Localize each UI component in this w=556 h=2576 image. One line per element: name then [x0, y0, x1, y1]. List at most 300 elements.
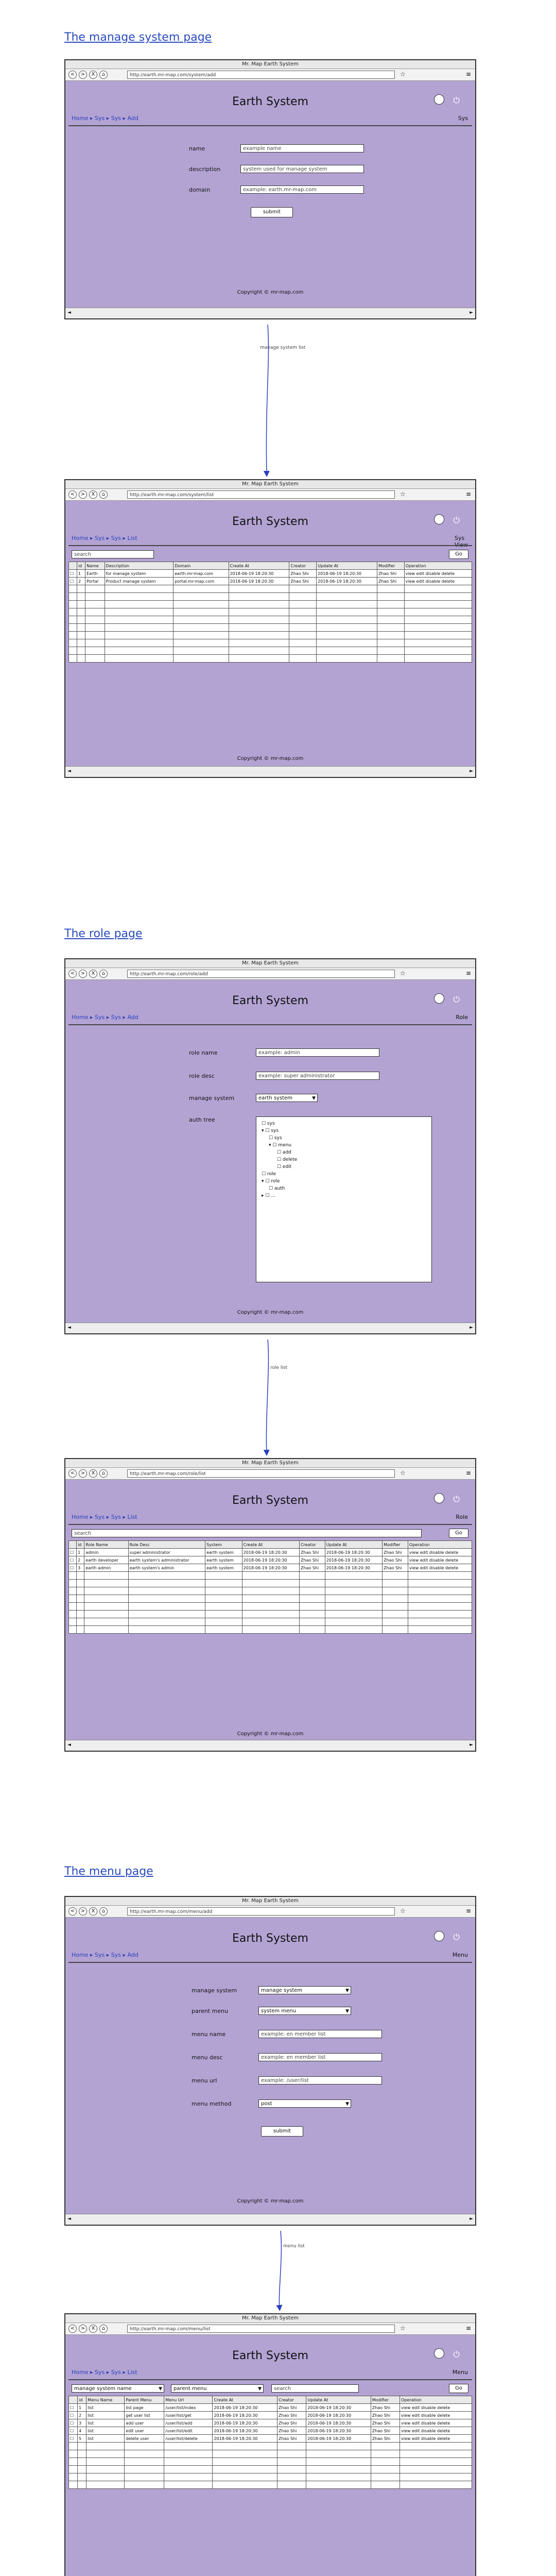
domain-input[interactable]: example: earth.mr-map.com — [240, 185, 364, 194]
column-header[interactable] — [69, 2396, 78, 2404]
table-cell — [205, 1618, 242, 1626]
table-cell — [377, 639, 404, 647]
table-cell: 2018-06-19 18:20:30 — [213, 2412, 277, 2419]
scroll-left-icon[interactable]: ◄ — [67, 1742, 71, 1748]
forward-icon[interactable]: > — [79, 1907, 87, 1916]
table-cell — [404, 593, 472, 601]
table-cell — [299, 1626, 325, 1634]
scrollbar[interactable] — [65, 1740, 475, 1751]
search-input[interactable]: search — [72, 550, 154, 558]
scrollbar[interactable] — [65, 1323, 475, 1333]
table-cell — [404, 601, 472, 608]
scroll-left-icon[interactable]: ◄ — [67, 2216, 71, 2222]
column-header[interactable]: Name — [85, 562, 105, 570]
back-icon[interactable]: < — [68, 2325, 77, 2333]
table-row-empty — [69, 624, 472, 632]
table-cell — [77, 639, 85, 647]
table-cell — [317, 647, 377, 655]
domain-label: domain — [189, 187, 211, 193]
scroll-right-icon[interactable]: ► — [470, 1325, 473, 1330]
browser-toolbar — [65, 968, 475, 980]
table-cell: Zhao Shi — [289, 570, 317, 578]
table-cell: Zhao Shi — [371, 2435, 399, 2443]
row-operations[interactable]: view edit disable delete — [400, 2412, 472, 2419]
search-input[interactable]: search — [72, 1529, 422, 1537]
table-cell — [299, 1572, 325, 1580]
menu-name-label: menu name — [192, 2031, 226, 2038]
table-cell — [404, 616, 472, 624]
menu-desc-label: menu desc — [192, 2054, 223, 2061]
menu-icon[interactable]: ≡ — [465, 490, 471, 498]
row-checkbox[interactable]: ☐ — [69, 1549, 77, 1556]
table-row-empty — [69, 632, 472, 639]
star-icon[interactable]: ☆ — [400, 1469, 406, 1477]
column-header[interactable]: System — [205, 1541, 242, 1549]
search-button[interactable]: Go — [449, 550, 468, 559]
table-cell: list — [86, 2435, 125, 2443]
table-cell — [173, 624, 229, 632]
table-cell — [85, 624, 105, 632]
table-cell: 2018-06-19 18:20:30 — [213, 2435, 277, 2443]
breadcrumb[interactable]: Home ▸ Sys ▸ Sys ▸ List — [72, 1514, 137, 1520]
browser-toolbar — [65, 1906, 475, 1918]
menu-icon[interactable]: ≡ — [465, 2325, 471, 2332]
table-cell — [77, 601, 85, 608]
table-cell — [289, 632, 317, 639]
column-header[interactable] — [69, 1541, 77, 1549]
tree-node[interactable]: ☐ auth — [269, 1186, 285, 1191]
url-bar[interactable]: http://earth.mr-map.com/system/list — [127, 490, 395, 499]
table-cell — [317, 655, 377, 663]
name-input[interactable]: example name — [240, 144, 364, 152]
window-system-list — [64, 479, 476, 778]
breadcrumb[interactable]: Home ▸ Sys ▸ Sys ▸ List — [72, 2369, 137, 2376]
back-icon[interactable]: < — [68, 71, 77, 79]
window-system-form — [64, 59, 476, 319]
url-bar[interactable]: http://earth.mr-map.com/role/list — [127, 1469, 395, 1478]
column-header[interactable]: Modifier — [383, 1541, 408, 1549]
column-header[interactable]: Operation — [404, 562, 472, 570]
search-button[interactable]: Go — [449, 1529, 468, 1538]
table-row-empty — [69, 616, 472, 624]
home-icon[interactable]: ⌂ — [99, 1469, 108, 1478]
parent-menu-label: parent menu — [192, 2008, 228, 2014]
table-cell: 1 — [77, 2404, 86, 2412]
table-cell — [69, 593, 77, 601]
row-checkbox[interactable]: ☐ — [69, 2419, 78, 2427]
table-cell: add user — [125, 2419, 164, 2427]
table-cell: earth.mr-map.com — [173, 570, 229, 578]
table-cell: earth system's admin — [128, 1564, 205, 1572]
tree-node[interactable]: ▾ ☐ sys — [262, 1128, 279, 1133]
close-icon[interactable]: X — [89, 71, 97, 79]
submit-button[interactable]: submit — [261, 2126, 303, 2137]
scrollbar[interactable] — [65, 308, 475, 318]
description-input[interactable]: system used for manage system — [240, 165, 364, 173]
table-cell: 2018-06-19 18:20:30 — [213, 2419, 277, 2427]
auth-tree-label: auth tree — [189, 1116, 215, 1123]
table-cell — [164, 2443, 213, 2450]
table-row-empty — [69, 593, 472, 601]
row-checkbox[interactable]: ☐ — [69, 2435, 78, 2443]
column-header[interactable]: Domain — [173, 562, 229, 570]
parent-menu-select[interactable]: system menu ▼ — [258, 2007, 351, 2015]
table-cell — [317, 593, 377, 601]
column-header[interactable]: Creator — [289, 562, 317, 570]
forward-icon[interactable]: > — [79, 71, 87, 79]
table-cell — [69, 1580, 77, 1587]
tree-node[interactable]: ☐ add — [277, 1150, 291, 1155]
table-cell — [77, 1580, 84, 1587]
table-cell — [299, 1618, 325, 1626]
arrow-menu — [279, 2231, 281, 2308]
row-checkbox[interactable]: ☐ — [69, 1556, 77, 1564]
table-cell — [317, 639, 377, 647]
tree-node[interactable]: ▾ ☐ menu — [269, 1143, 292, 1148]
table-cell — [173, 608, 229, 616]
table-cell — [408, 1595, 472, 1603]
user-icon[interactable] — [434, 993, 444, 1004]
row-checkbox[interactable]: ☐ — [69, 570, 77, 578]
column-header[interactable]: Description — [105, 562, 173, 570]
window-menu-form — [64, 1896, 476, 2226]
table-cell — [77, 1618, 84, 1626]
column-header[interactable]: Menu Name — [86, 2396, 125, 2404]
column-header[interactable]: Creator — [299, 1541, 325, 1549]
table-cell — [383, 1595, 408, 1603]
row-operations[interactable]: view edit disable delete — [408, 1556, 472, 1564]
table-cell — [69, 2481, 78, 2489]
table-cell — [325, 1580, 382, 1587]
filter-manage-system-select[interactable]: manage system name ▼ — [72, 2384, 164, 2393]
column-header[interactable]: Create At — [242, 1541, 299, 1549]
table-cell — [242, 1626, 299, 1634]
close-icon[interactable]: X — [89, 490, 97, 499]
table-cell — [213, 2443, 277, 2450]
table-cell — [317, 632, 377, 639]
table-row[interactable] — [69, 578, 472, 585]
close-icon[interactable]: X — [89, 2325, 97, 2333]
column-header[interactable]: id — [77, 562, 85, 570]
back-icon[interactable]: < — [68, 1469, 77, 1478]
row-checkbox[interactable]: ☐ — [69, 2404, 78, 2412]
table-cell: Zhao Shi — [383, 1564, 408, 1572]
home-icon[interactable]: ⌂ — [99, 490, 108, 499]
column-header[interactable]: Role Desc — [128, 1541, 205, 1549]
tree-node[interactable]: ☐ delete — [277, 1157, 298, 1162]
scrollbar[interactable] — [65, 2214, 475, 2225]
table-cell — [205, 1626, 242, 1634]
back-icon[interactable]: < — [68, 490, 77, 499]
breadcrumb[interactable]: Home ▸ Sys ▸ Sys ▸ Add — [72, 1952, 138, 1958]
table-cell — [229, 655, 289, 663]
user-icon[interactable] — [434, 1931, 444, 1941]
table-cell: 2018-06-19 18:20:30 — [306, 2404, 371, 2412]
column-header[interactable]: Menu Url — [164, 2396, 213, 2404]
forward-icon[interactable]: > — [79, 970, 87, 978]
scroll-right-icon[interactable]: ► — [470, 310, 473, 315]
home-icon[interactable]: ⌂ — [99, 970, 108, 978]
power-icon[interactable]: ⏻ — [453, 515, 460, 525]
manage-system-label: manage system — [192, 1987, 237, 1994]
breadcrumb[interactable]: Home ▸ Sys ▸ Sys ▸ Add — [72, 1014, 138, 1021]
table-cell: Zhao Shi — [277, 2427, 306, 2435]
back-icon[interactable]: < — [68, 970, 77, 978]
scroll-right-icon[interactable]: ► — [470, 1742, 473, 1748]
search-input[interactable]: search — [271, 2384, 359, 2393]
table-cell — [306, 2458, 371, 2466]
column-header[interactable]: Role Name — [84, 1541, 128, 1549]
star-icon[interactable]: ☆ — [400, 490, 406, 498]
table-cell — [377, 585, 404, 593]
table-cell — [77, 1595, 84, 1603]
table-row[interactable] — [69, 2419, 472, 2427]
table-cell — [400, 2450, 472, 2458]
app-title: Earth System — [232, 994, 309, 1007]
table-cell — [325, 1595, 382, 1603]
table-cell — [85, 585, 105, 593]
table-cell: 2018-06-19 18:20:30 — [229, 570, 289, 578]
submit-button[interactable]: submit — [251, 207, 293, 217]
table-cell — [306, 2466, 371, 2473]
table-row[interactable] — [69, 2404, 472, 2412]
copyright: Copyright © mr-map.com — [237, 2198, 304, 2204]
table-cell: 2018-06-19 18:20:30 — [325, 1556, 382, 1564]
close-icon[interactable]: X — [89, 970, 97, 978]
system-select[interactable]: earth system ▼ — [256, 1094, 318, 1102]
table-cell — [85, 608, 105, 616]
url-bar[interactable]: http://earth.mr-map.com/role/add — [127, 970, 395, 978]
row-checkbox[interactable]: ☐ — [69, 1564, 77, 1572]
column-header[interactable]: Create At — [229, 562, 289, 570]
table-row[interactable] — [69, 570, 472, 578]
menu-name-input[interactable]: example: en member list — [258, 2030, 382, 2038]
table-cell: earth system — [205, 1564, 242, 1572]
table-cell — [299, 1580, 325, 1587]
table-cell — [242, 1580, 299, 1587]
breadcrumb[interactable]: Home ▸ Sys ▸ Sys ▸ Add — [72, 115, 138, 122]
table-cell — [77, 608, 85, 616]
menu-url-label: menu url — [192, 2077, 217, 2084]
table-cell — [306, 2473, 371, 2481]
table-cell — [69, 2473, 78, 2481]
scrollbar[interactable] — [65, 766, 475, 777]
power-icon[interactable]: ⏻ — [453, 2349, 460, 2359]
column-header[interactable] — [69, 562, 77, 570]
forward-icon[interactable]: > — [79, 2325, 87, 2333]
row-operations[interactable]: view edit disable delete — [404, 570, 472, 578]
table-cell — [69, 616, 77, 624]
close-icon[interactable]: X — [89, 1907, 97, 1916]
user-icon[interactable] — [434, 514, 444, 524]
column-header[interactable]: Operation — [408, 1541, 472, 1549]
scroll-left-icon[interactable]: ◄ — [67, 1325, 71, 1330]
tree-node[interactable]: ☐ role — [262, 1172, 276, 1177]
user-icon[interactable] — [434, 2348, 444, 2359]
scroll-right-icon[interactable]: ► — [470, 769, 473, 774]
menu-icon[interactable]: ≡ — [465, 970, 471, 977]
table-row-empty — [69, 1595, 472, 1603]
copyright: Copyright © mr-map.com — [237, 1310, 304, 1315]
role-desc-input[interactable]: example: super administrator — [256, 1072, 379, 1080]
column-header[interactable]: Creator — [277, 2396, 306, 2404]
auth-tree[interactable] — [256, 1116, 432, 1282]
menu-icon[interactable]: ≡ — [465, 1469, 471, 1477]
table-cell — [86, 2481, 125, 2489]
scroll-left-icon[interactable]: ◄ — [67, 769, 71, 774]
row-operations[interactable]: view edit disable delete — [404, 578, 472, 585]
url-bar[interactable]: http://earth.mr-map.com/system/add — [127, 71, 395, 79]
row-operations[interactable]: view edit disable delete — [400, 2404, 472, 2412]
url-bar[interactable]: http://earth.mr-map.com/menu/add — [127, 1907, 395, 1916]
menu-desc-input[interactable]: example: en member list — [258, 2053, 382, 2061]
column-header[interactable]: Update At — [325, 1541, 382, 1549]
star-icon[interactable]: ☆ — [400, 2325, 406, 2332]
table-cell — [85, 655, 105, 663]
table-cell: Earth — [85, 570, 105, 578]
menu-icon[interactable]: ≡ — [465, 1907, 471, 1914]
table-cell — [105, 639, 173, 647]
table-row[interactable] — [69, 1549, 472, 1556]
table-cell — [128, 1572, 205, 1580]
url-bar[interactable]: http://earth.mr-map.com/menu/list — [127, 2325, 395, 2333]
table-cell: list page — [125, 2404, 164, 2412]
row-checkbox[interactable]: ☐ — [69, 2427, 78, 2435]
scroll-left-icon[interactable]: ◄ — [67, 310, 71, 315]
column-header[interactable]: Modifier — [377, 562, 404, 570]
section-title-system: The manage system page — [64, 31, 212, 44]
window-role-list — [64, 1458, 476, 1752]
page-body — [65, 1480, 475, 1740]
close-icon[interactable]: X — [89, 1469, 97, 1478]
table-cell — [383, 1587, 408, 1595]
home-icon[interactable]: ⌂ — [99, 1907, 108, 1916]
window-title: Mr. Map Earth System — [65, 959, 475, 968]
table-cell — [371, 2443, 399, 2450]
table-cell — [325, 1587, 382, 1595]
table-cell — [317, 608, 377, 616]
column-header[interactable]: Update At — [317, 562, 377, 570]
row-checkbox[interactable]: ☐ — [69, 2412, 78, 2419]
table-cell — [77, 2443, 86, 2450]
power-icon[interactable]: ⏻ — [453, 1494, 460, 1504]
column-header[interactable]: Operation — [400, 2396, 472, 2404]
breadcrumb-right: Role — [456, 1514, 468, 1520]
table-cell — [289, 593, 317, 601]
table-row[interactable] — [69, 1564, 472, 1572]
power-icon[interactable]: ⏻ — [453, 1932, 460, 1942]
table-cell — [77, 632, 85, 639]
tree-node[interactable]: ☐ edit — [277, 1164, 292, 1170]
table-cell — [404, 624, 472, 632]
table-cell: list — [86, 2404, 125, 2412]
table-row-empty — [69, 639, 472, 647]
table-cell — [84, 1572, 128, 1580]
star-icon[interactable]: ☆ — [400, 71, 406, 78]
role-desc-label: role desc — [189, 1073, 215, 1079]
menu-url-input[interactable]: example: /user/list — [258, 2076, 382, 2084]
table-cell — [77, 2458, 86, 2466]
home-icon[interactable]: ⌂ — [99, 2325, 108, 2333]
table-cell: /user/list/add — [164, 2419, 213, 2427]
table-row[interactable] — [69, 2412, 472, 2419]
table-cell — [277, 2466, 306, 2473]
table-row-empty — [69, 608, 472, 616]
arrow-label-menu: menu list — [283, 2244, 305, 2249]
table-cell — [377, 647, 404, 655]
menu-icon[interactable]: ≡ — [465, 71, 471, 78]
chevron-down-icon: ▼ — [345, 2102, 349, 2107]
column-header[interactable]: Create At — [213, 2396, 277, 2404]
column-header[interactable]: Modifier — [371, 2396, 399, 2404]
star-icon[interactable]: ☆ — [400, 1907, 406, 1914]
column-header[interactable]: id — [77, 1541, 84, 1549]
table-cell — [404, 632, 472, 639]
forward-icon[interactable]: > — [79, 490, 87, 499]
breadcrumb-right: Sys — [454, 535, 465, 541]
user-icon[interactable] — [434, 1493, 444, 1503]
column-header[interactable]: Update At — [306, 2396, 371, 2404]
tree-node[interactable]: ☐ sys — [269, 1136, 282, 1141]
tree-node[interactable]: ▾ ☐ role — [262, 1179, 280, 1184]
home-icon[interactable]: ⌂ — [99, 71, 108, 79]
filter-parent-menu-select[interactable]: parent menu ▼ — [171, 2384, 264, 2393]
row-operations[interactable]: view edit disable delete — [408, 1564, 472, 1572]
star-icon[interactable]: ☆ — [400, 970, 406, 977]
forward-icon[interactable]: > — [79, 1469, 87, 1478]
table-row-empty — [69, 2466, 472, 2473]
column-header[interactable]: id — [77, 2396, 86, 2404]
table-cell — [69, 1611, 77, 1618]
power-icon[interactable]: ⏻ — [453, 994, 460, 1004]
table-cell — [371, 2473, 399, 2481]
search-button[interactable]: Go — [449, 2384, 468, 2393]
table-cell — [164, 2466, 213, 2473]
user-icon[interactable] — [434, 94, 444, 105]
table-cell — [128, 1626, 205, 1634]
window-menu-list — [64, 2313, 476, 2576]
scroll-right-icon[interactable]: ► — [470, 2216, 473, 2222]
power-icon[interactable]: ⏻ — [453, 95, 460, 105]
table-cell — [105, 624, 173, 632]
table-cell — [371, 2458, 399, 2466]
manage-system-select[interactable]: manage system ▼ — [258, 1986, 351, 1994]
tree-node[interactable]: ☐ sys — [262, 1121, 275, 1126]
breadcrumb-right: Menu — [452, 1952, 468, 1958]
row-checkbox[interactable]: ☐ — [69, 578, 77, 585]
tree-node[interactable]: ▸ ☐ ... — [262, 1193, 275, 1198]
table-cell — [377, 632, 404, 639]
row-operations[interactable]: view edit disable delete — [400, 2419, 472, 2427]
table-row[interactable] — [69, 1556, 472, 1564]
row-operations[interactable]: view edit disable delete — [400, 2427, 472, 2435]
table-cell: 1 — [77, 570, 85, 578]
back-icon[interactable]: < — [68, 1907, 77, 1916]
column-header[interactable]: Parent Menu — [125, 2396, 164, 2404]
chevron-down-icon: ▼ — [159, 2386, 162, 2392]
table-row[interactable] — [69, 2427, 472, 2435]
role-name-input[interactable]: example: admin — [256, 1048, 379, 1057]
menu-method-select[interactable]: post ▼ — [258, 2099, 351, 2108]
table-row[interactable] — [69, 2435, 472, 2443]
row-operations[interactable]: view edit disable delete — [400, 2435, 472, 2443]
row-operations[interactable]: view edit disable delete — [408, 1549, 472, 1556]
table-cell — [125, 2450, 164, 2458]
table-cell — [371, 2450, 399, 2458]
table-cell — [86, 2458, 125, 2466]
breadcrumb[interactable]: Home ▸ Sys ▸ Sys ▸ List — [72, 535, 137, 541]
table-cell: 2018-06-19 18:20:30 — [306, 2427, 371, 2435]
